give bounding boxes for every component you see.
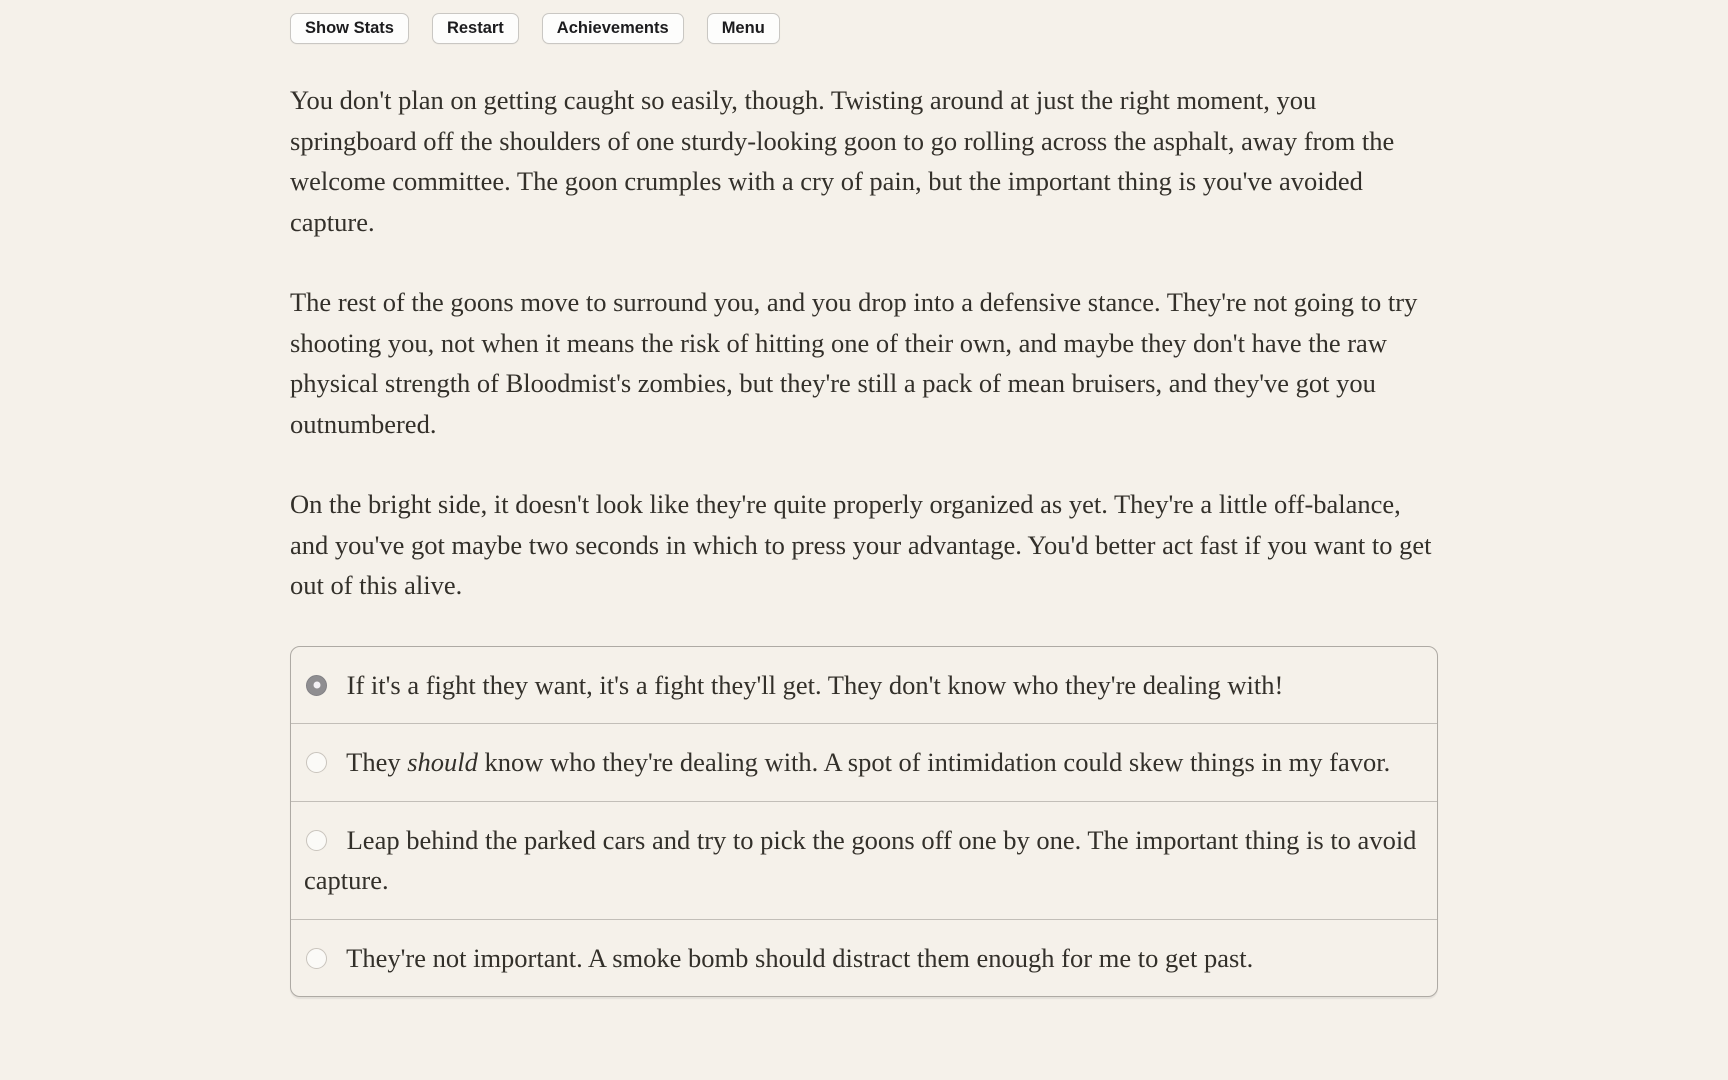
- choice-text: If it's a fight they want, it's a fight they'll get. They don't know who they're dealing with!: [346, 669, 1284, 700]
- choice-option-3[interactable]: [291, 801, 1437, 919]
- restart-button[interactable]: Restart: [432, 13, 519, 44]
- story-paragraph-3: On the bright side, it doesn't look like they're quite properly organized as yet. They're a little off-balance, and you've got maybe two seconds in which to press your advantage. You'd better act fast if you want to get out of this alive.: [290, 489, 1432, 600]
- choice-text: Leap behind the parked cars and try to pick the goons off one by one. The important thing is to avoid capture.: [304, 824, 1417, 895]
- choice-option-2[interactable]: [291, 723, 1437, 801]
- choice-option-1[interactable]: [291, 647, 1437, 724]
- show-stats-button[interactable]: Show Stats: [290, 13, 409, 44]
- choice-list: [290, 646, 1438, 998]
- menu-button[interactable]: Menu: [707, 13, 780, 44]
- choice-option-4[interactable]: [291, 919, 1437, 997]
- game-container: [290, 0, 1438, 997]
- toolbar: [290, 13, 1438, 44]
- choice-radio-1[interactable]: [306, 675, 327, 696]
- choice-radio-4[interactable]: [306, 948, 327, 969]
- story-text: [290, 80, 1438, 606]
- choice-text: They're not important. A smoke bomb should distract them enough for me to get past.: [346, 942, 1254, 973]
- choice-radio-3[interactable]: [306, 830, 327, 851]
- choice-text: They should know who they're dealing with. A spot of intimidation could skew things in my favor.: [346, 747, 1391, 777]
- story-paragraph-2: The rest of the goons move to surround you, and you drop into a defensive stance. They're not going to try shooting you, not when it means the risk of hitting one of their own, and maybe they don't have the raw physical strength of Bloodmist's zombies, but they're still a pack of mean bruisers, and they've got you outnumbered.: [290, 287, 1418, 439]
- achievements-button[interactable]: Achievements: [542, 13, 684, 44]
- choice-radio-2[interactable]: [306, 752, 327, 773]
- story-paragraph-1: You don't plan on getting caught so easily, though. Twisting around at just the right moment, you springboard off the shoulders of one sturdy-looking goon to go rolling across the asphalt, away from the welcome committee. The goon crumples with a cry of pain, but the important thing is you've avoided capture.: [290, 85, 1395, 237]
